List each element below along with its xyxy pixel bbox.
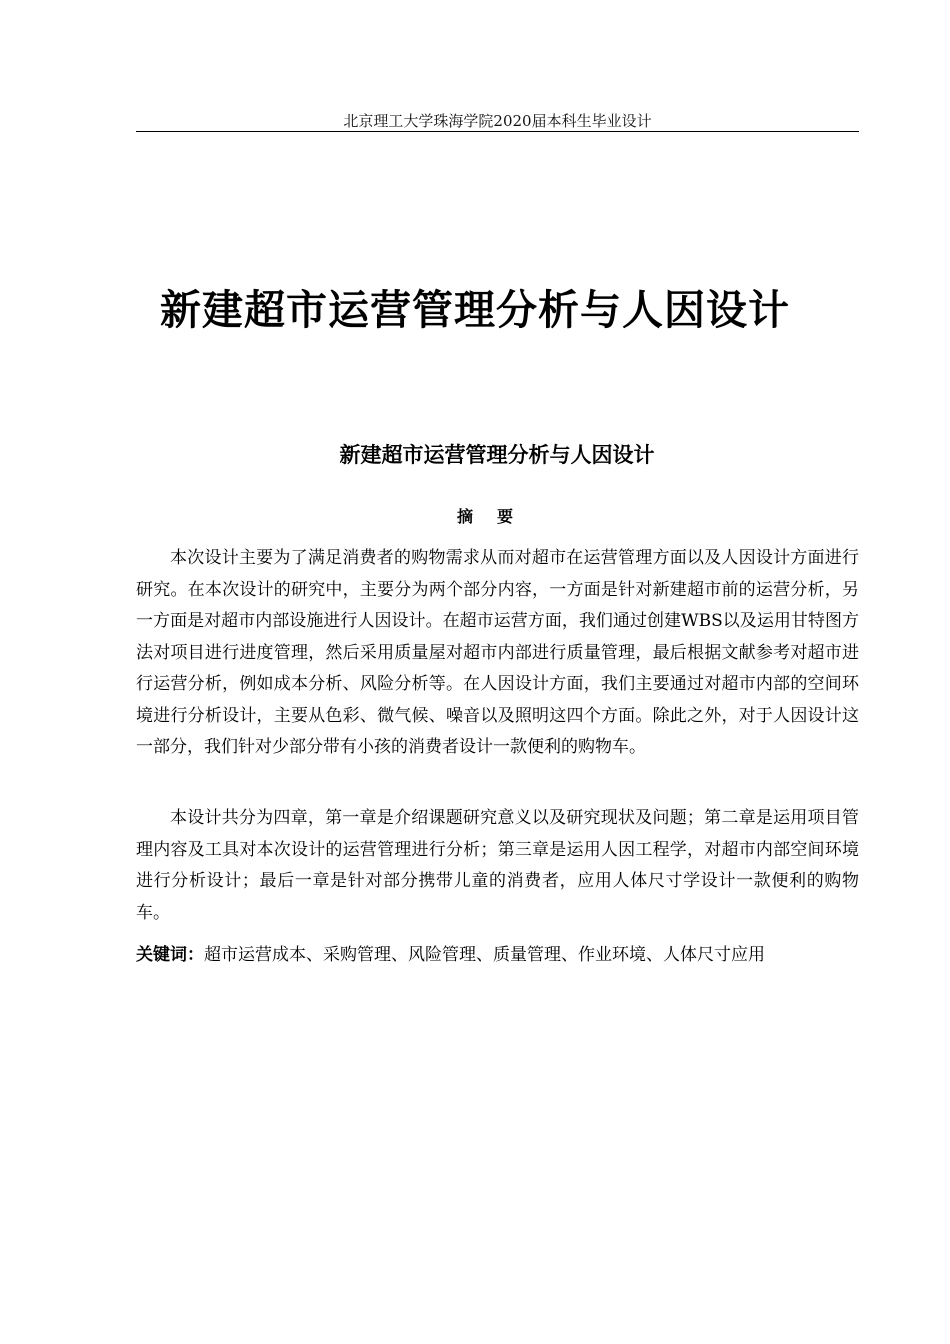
header-rule bbox=[136, 131, 859, 132]
keywords-value: 超市运营成本、采购管理、风险管理、质量管理、作业环境、人体尺寸应用 bbox=[204, 945, 765, 965]
abstract-title: 新建超市运营管理分析与人因设计 bbox=[339, 443, 655, 467]
keywords-line bbox=[136, 940, 859, 971]
document-title: 新建超市运营管理分析与人因设计 bbox=[160, 286, 790, 334]
abstract-heading: 摘要 bbox=[456, 507, 537, 526]
abstract-paragraph-2: 本设计共分为四章，第一章是介绍课题研究意义以及研究现状及问题；第二章是运用项目管理内容及工具对本次设计的运营管理进行分析；第三章是运用人因工程学，对超市内部空间环境进行分析设计；最后一章是针对部分携带儿童的消费者，应用人体尺寸学设计一款便利的购物车。 bbox=[136, 808, 859, 923]
abstract-paragraph-1: 本次设计主要为了满足消费者的购物需求从而对超市在运营管理方面以及人因设计方面进行研究。在本次设计的研究中，主要分为两个部分内容，一方面是针对新建超市前的运营分析，另一方面是对超市内部设施进行人因设计。在超市运营方面，我们通过创建WBS以及运用甘特图方法对项目进行进度管理，然后采用质量屋对超市内部进行质量管理，最后根据文献参考对超市进行运营分析，例如成本分析、风险分析等。在人因设计方面，我们主要通过对超市内部的空间环境进行分析设计，主要从色彩、微气候、噪音以及照明这四个方面。除此之外，对于人因设计这一部分，我们针对少部分带有小孩的消费者设计一款便利的购物车。 bbox=[136, 548, 859, 757]
page-header: 北京理工大学珠海学院2020届本科生毕业设计 bbox=[343, 112, 652, 130]
keywords-label: 关键词： bbox=[136, 945, 204, 965]
